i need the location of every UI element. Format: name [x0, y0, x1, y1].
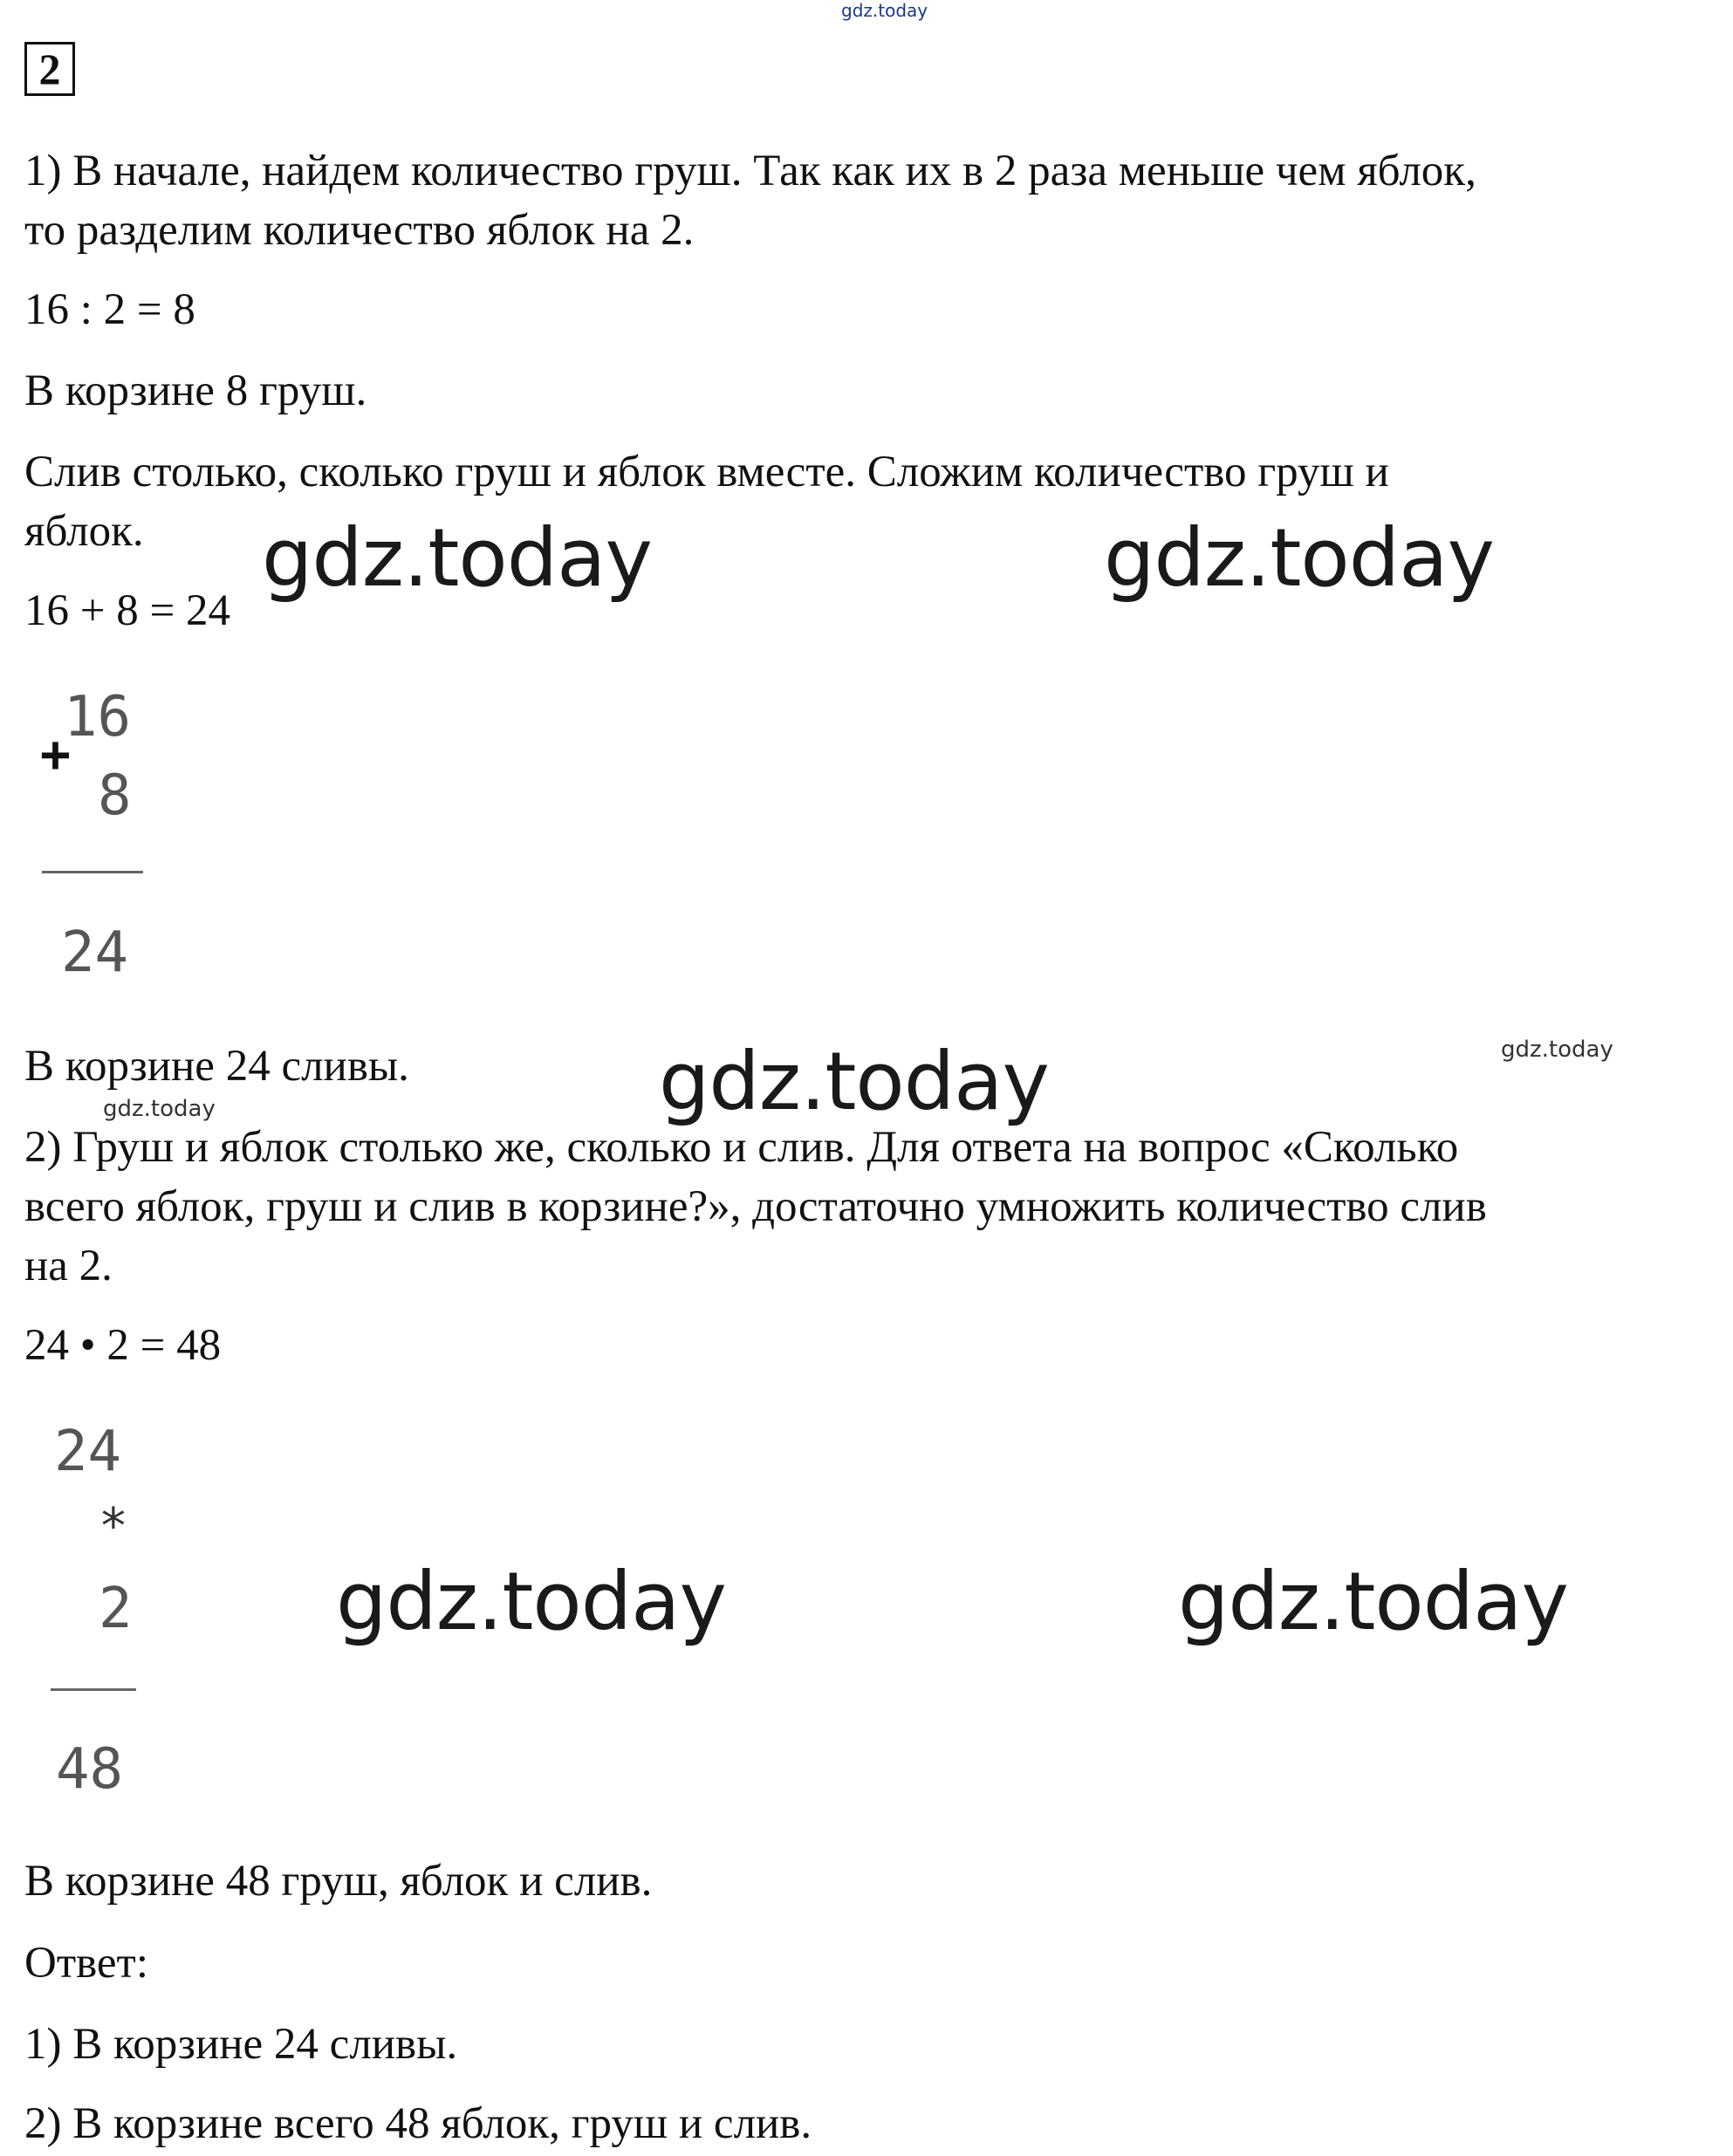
answer-2: 2) В корзине всего 48 яблок, груш и слив. [24, 2099, 812, 2148]
paragraph-3-line-1: 2) Груш и яблок столько же, сколько и слив. Для ответа на вопрос «Сколько [24, 1123, 1459, 1172]
answer-1: 1) В корзине 24 сливы. [24, 2020, 458, 2069]
watermark-top: gdz.today [841, 0, 928, 21]
multiplication-line [51, 1688, 136, 1691]
equation-addition: 16 + 8 = 24 [24, 586, 231, 635]
watermark-4: gdz.today [336, 1555, 726, 1648]
result-pears: В корзине 8 груш. [24, 366, 367, 415]
task-number: 2 [24, 42, 75, 96]
addition-result: 24 [61, 921, 129, 985]
watermark-small-1: gdz.today [1501, 1037, 1613, 1063]
watermark-small-2: gdz.today [103, 1096, 216, 1122]
multiplication-result: 48 [56, 1737, 124, 1802]
result-total: В корзине 48 груш, яблок и слив. [24, 1857, 653, 1906]
multiplication-bottom-number: 2 [99, 1577, 133, 1641]
watermark-5: gdz.today [1178, 1555, 1568, 1648]
watermark-3: gdz.today [659, 1035, 1049, 1128]
watermark-1: gdz.today [262, 511, 652, 605]
addition-top-number: 16 [64, 685, 132, 749]
addition-line [42, 871, 143, 873]
paragraph-1-line-2: то разделим количество яблок на 2. [24, 206, 695, 255]
answer-label: Ответ: [24, 1939, 148, 1988]
paragraph-3-line-2: всего яблок, груш и слив в корзине?», достаточно умножить количество слив [24, 1182, 1487, 1231]
equation-multiplication: 24 • 2 = 48 [24, 1321, 222, 1370]
paragraph-2-line-1: Слив столько, сколько груш и яблок вместе. Сложим количество груш и [24, 448, 1389, 496]
multiplication-operator: * [99, 1498, 128, 1555]
watermark-2: gdz.today [1104, 511, 1494, 605]
paragraph-2-line-2: яблок. [24, 507, 144, 556]
addition-bottom-number: 8 [98, 763, 132, 828]
multiplication-top-number: 24 [54, 1420, 122, 1484]
equation-division: 16 : 2 = 8 [24, 285, 195, 334]
paragraph-1-line-1: 1) В начале, найдем количество груш. Так как их в 2 раза меньше чем яблок, [24, 147, 1476, 195]
addition-operator: + [40, 724, 71, 784]
paragraph-3-line-3: на 2. [24, 1242, 113, 1290]
result-plums: В корзине 24 сливы. [24, 1042, 409, 1091]
